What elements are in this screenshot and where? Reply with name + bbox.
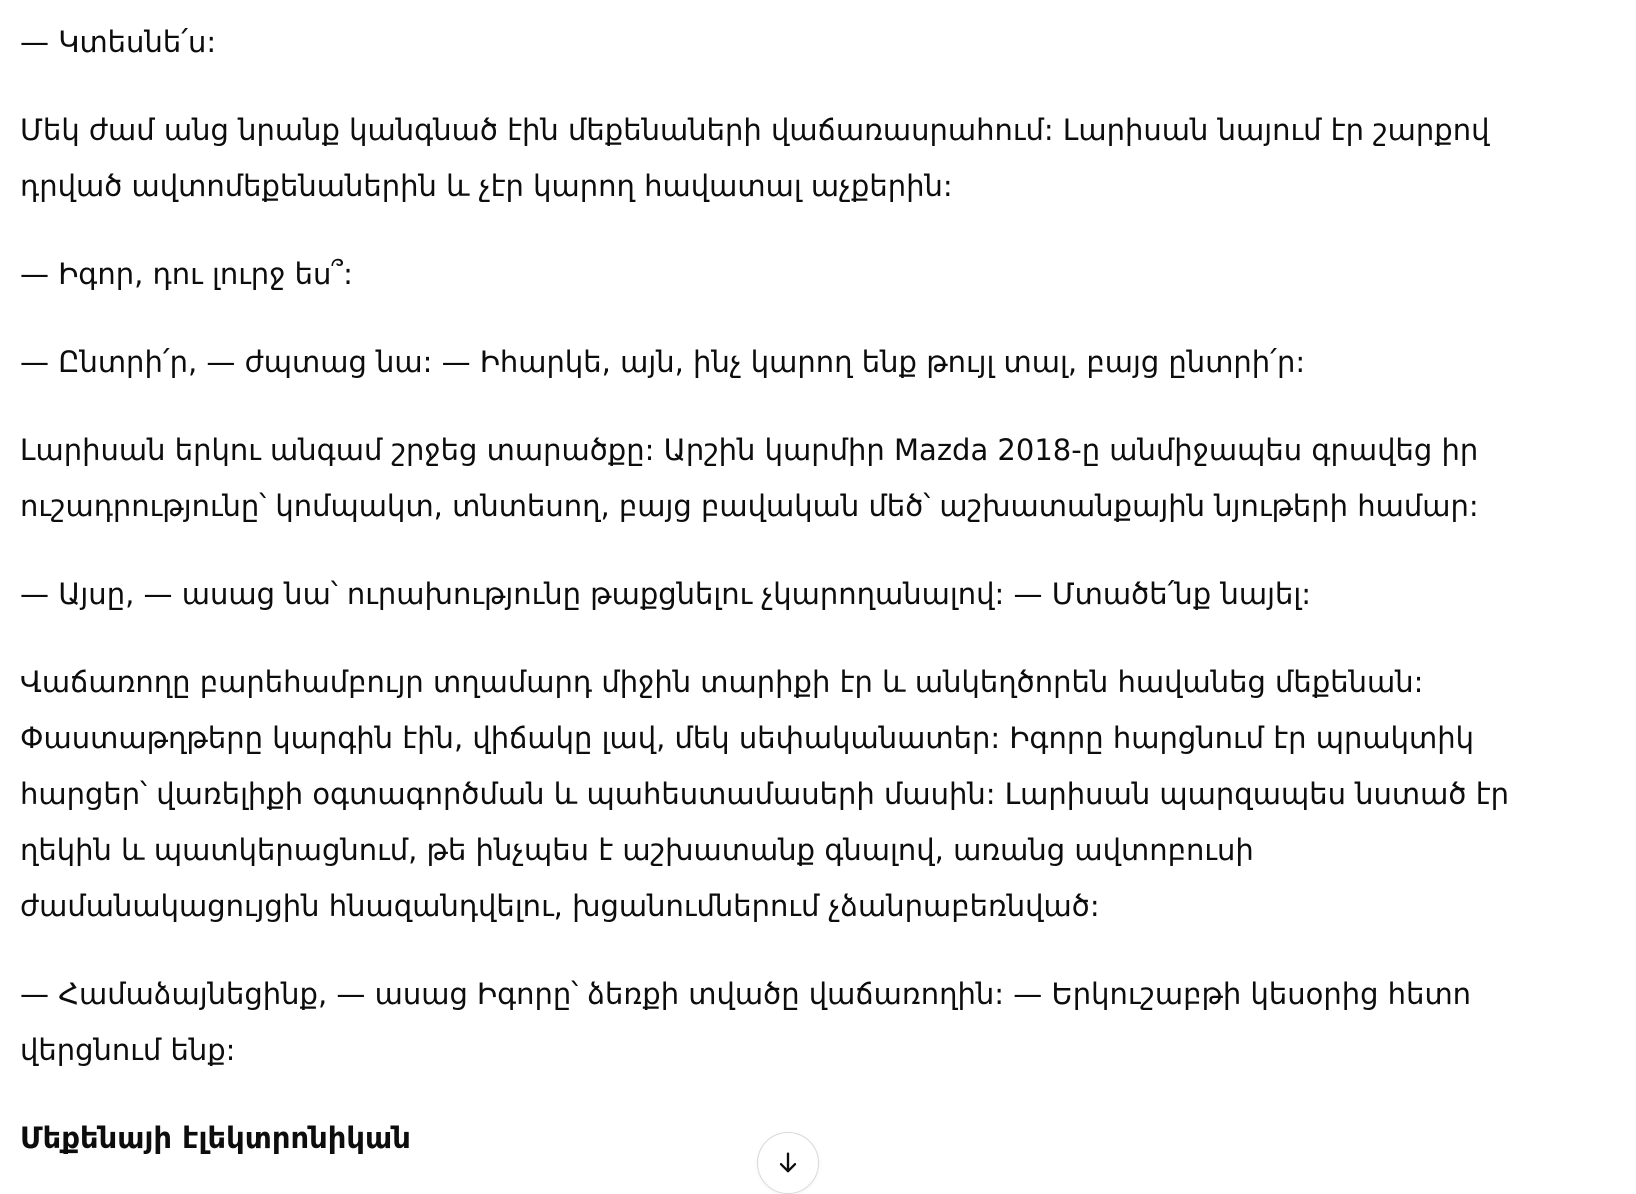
paragraph: — Այսը, — ասաց նա՝ ուրախությունը թաքցնելու չկարողանալով: — Մտածե՛նք նայել: <box>20 577 1311 611</box>
paragraph: Լարիսան երկու անգամ շրջեց տարածքը: Արշին կարմիր Mazda 2018-ը անմիջապես գրավեց իր ուշադրությունը՝ կոմպակտ, տնտեսող, բայց բավական մեծ՝ աշխատանքային նյութերի համար: <box>20 433 1479 523</box>
paragraph: Վաճառողը բարեհամբույր տղամարդ միջին տարիքի էր և անկեղծորեն հավանեց մեքենան: Փաստաթղթերը կարգին էին, վիճակը լավ, մեկ սեփականատեր: Իգորը հարցնում էր պրակտիկ հարցեր՝ վառելիքի օգտագործման և պահեստամասերի մասին: Լարիսան պարզապես նստած էր ղեկին և պատկերացնում, թե ինչպես է աշխատանք գնալով, առանց ավտոբուսի ժամանակացույցին հնազանդվելու, խցանումներում չձանրաբեռնված: <box>20 665 1509 923</box>
paragraph: Մեկ ժամ անց նրանք կանգնած էին մեքենաների վաճառասրահում: Լարիսան նայում էր շարքով դրված ավտոմեքենաներին և չէր կարող հավատալ աչքերին: <box>20 113 1490 203</box>
paragraph: — Կտեսնե՛ս: <box>20 25 217 59</box>
section-heading: Մեքենայի էլեկտրոնիկան <box>20 1121 411 1155</box>
message-content <box>20 14 1560 1166</box>
arrow-down-icon <box>774 1133 802 1181</box>
paragraph: — Իգոր, դու լուրջ ես՞: <box>20 257 353 291</box>
scroll-to-bottom-button[interactable] <box>757 1132 819 1194</box>
paragraph: — Համաձայնեցինք, — ասաց Իգորը՝ ձեռքի տվածը վաճառողին: — Երկուշաբթի կեսօրից հետո վերցնում ենք: <box>20 977 1472 1067</box>
paragraph: — Ընտրի՛ր, — ժպտաց նա: — Իհարկե, այն, ինչ կարող ենք թույլ տալ, բայց ընտրի՛ր: <box>20 345 1306 379</box>
